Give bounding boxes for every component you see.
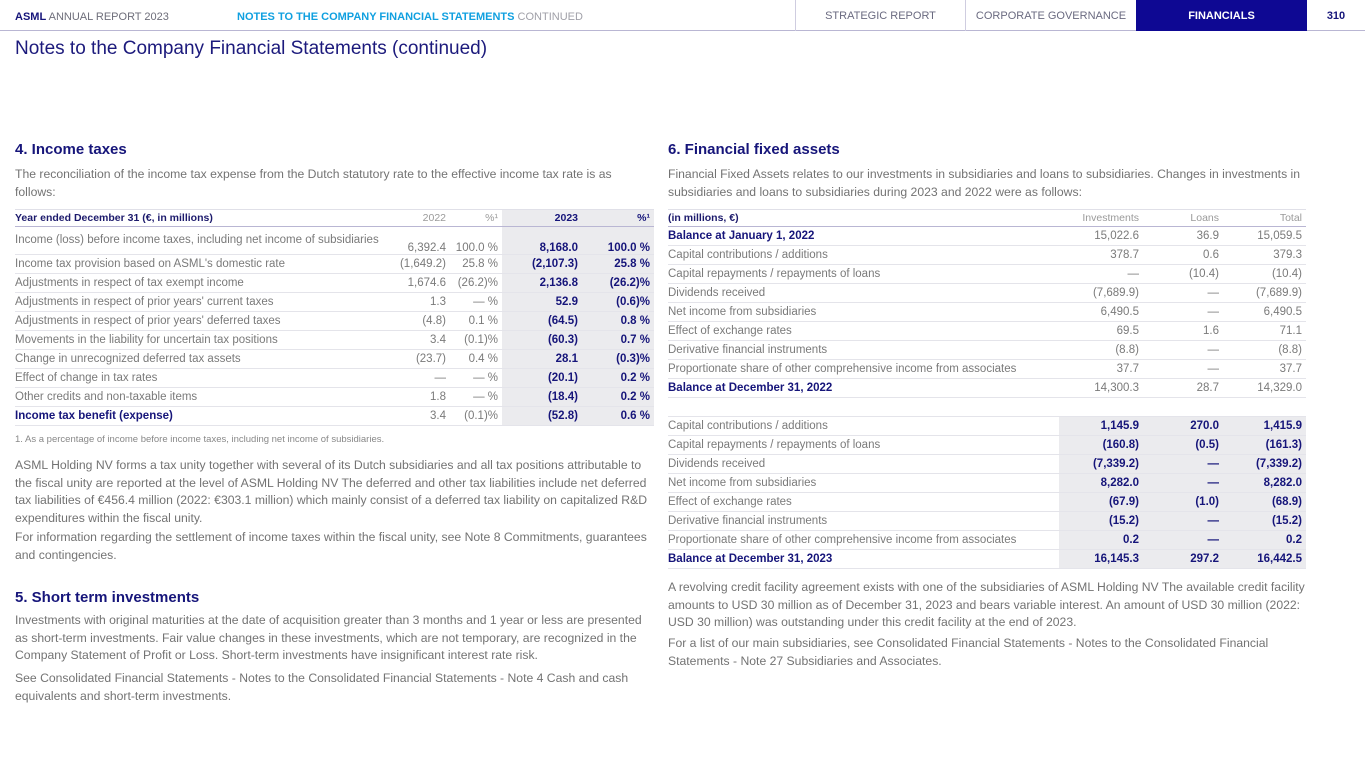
row-label: Capital repayments / repayments of loans [668, 265, 1059, 284]
pct-2023: (0.3)% [582, 350, 654, 369]
investments-value: 1,145.9 [1059, 417, 1143, 436]
loans-value: (1.0) [1143, 493, 1223, 512]
row-label: Dividends received [668, 455, 1059, 474]
section-label [237, 11, 583, 23]
nav-financials[interactable]: FINANCIALS [1136, 0, 1307, 31]
table-row [668, 246, 1306, 265]
nav-strategic-report[interactable]: STRATEGIC REPORT [795, 0, 965, 31]
row-label: Other credits and non-taxable items [15, 388, 384, 407]
table-row [668, 417, 1306, 436]
loans-value: 36.9 [1143, 227, 1223, 246]
investments-value: (160.8) [1059, 436, 1143, 455]
pct-2022: — % [450, 369, 502, 388]
row-label: Capital contributions / additions [668, 417, 1059, 436]
financial-fixed-assets-table [668, 209, 1306, 569]
row-label: Effect of exchange rates [668, 493, 1059, 512]
loans-value: — [1143, 531, 1223, 550]
value-2022: 6,392.4 [384, 227, 450, 255]
short-term-reference-paragraph: See Consolidated Financial Statements - Notes to the Consolidated Financial Statements - Note 4 Cash and cash equivalents and short-term investments. [15, 671, 629, 703]
tax-unity-paragraph: ASML Holding NV forms a tax unity together with several of its Dutch subsidiaries and all tax positions attributable to the fiscal unity are reported at the level of ASML Holding NV The deferred and other tax liabilities include net deferred tax liabilities of €456.4 million (2022: €303.1 million) which mainly consist of a deferred tax liability on capitalized R&D expenditures within the fiscal unity. [15, 458, 648, 525]
pct-2023: 25.8 % [582, 255, 654, 274]
row-label: Proportionate share of other comprehensive income from associates [668, 531, 1059, 550]
table-row [668, 227, 1306, 246]
credit-facility-paragraph: A revolving credit facility agreement exists with one of the subsidiaries of ASML Holding NV The available credit facility amounts to USD 30 million as of December 31, 2023 and bears variable interest. An amount of USD 30 million (2022: USD 30 million) was outstanding under this credit facility at the end of 2023. [668, 580, 1305, 629]
table-row [15, 331, 654, 350]
investments-value: — [1059, 265, 1143, 284]
table-spacer-row [668, 398, 1306, 417]
total-value: 0.2 [1223, 531, 1306, 550]
table-row [668, 322, 1306, 341]
loans-value: — [1143, 341, 1223, 360]
total-value: 6,490.5 [1223, 303, 1306, 322]
table-row [668, 455, 1306, 474]
nav-corporate-governance[interactable]: CORPORATE GOVERNANCE [965, 0, 1136, 31]
pct-2022: (0.1)% [450, 331, 502, 350]
row-label: Adjustments in respect of prior years' deferred taxes [15, 312, 384, 331]
total-value: 8,282.0 [1223, 474, 1306, 493]
total-value: (7,689.9) [1223, 284, 1306, 303]
pct-2022: 100.0 % [450, 227, 502, 255]
pct-2023: 0.6 % [582, 407, 654, 426]
pct-2022: 25.8 % [450, 255, 502, 274]
table-header-row [668, 210, 1306, 227]
col-header-total: Total [1223, 210, 1306, 227]
value-2022: 1,674.6 [384, 274, 450, 293]
pct-2023: 0.2 % [582, 388, 654, 407]
table-total-row [668, 379, 1306, 398]
total-value: (68.9) [1223, 493, 1306, 512]
loans-value: 297.2 [1143, 550, 1223, 569]
row-label: Adjustments in respect of tax exempt income [15, 274, 384, 293]
total-value: 1,415.9 [1223, 417, 1306, 436]
investments-value: (7,689.9) [1059, 284, 1143, 303]
investments-value: (8.8) [1059, 341, 1143, 360]
section-continued: CONTINUED [514, 11, 583, 23]
income-taxes-intro: The reconciliation of the income tax expense from the Dutch statutory rate to the effective income tax rate is as follows: [15, 167, 612, 199]
total-value: (8.8) [1223, 341, 1306, 360]
value-2023: (18.4) [502, 388, 582, 407]
brand-subtitle: ANNUAL REPORT 2023 [46, 11, 169, 23]
value-2022: 3.4 [384, 331, 450, 350]
income-tax-table [15, 209, 654, 426]
loans-value: 1.6 [1143, 322, 1223, 341]
loans-value: — [1143, 284, 1223, 303]
brand-name: ASML [15, 11, 47, 23]
table-row [668, 265, 1306, 284]
table-row [668, 284, 1306, 303]
value-2022: — [384, 369, 450, 388]
investments-value: (15.2) [1059, 512, 1143, 531]
table-row [668, 512, 1306, 531]
row-label: Effect of change in tax rates [15, 369, 384, 388]
subsidiaries-reference-paragraph: For a list of our main subsidiaries, see Consolidated Financial Statements - Notes to the Consolidated Financial Statements - Note 27 Subsidiaries and Associates. [668, 636, 1269, 668]
value-2023: 2,136.8 [502, 274, 582, 293]
row-label: Income (loss) before income taxes, including net income of subsidiaries [15, 227, 384, 255]
loans-value: — [1143, 512, 1223, 531]
table-row [668, 474, 1306, 493]
investments-value: 37.7 [1059, 360, 1143, 379]
row-label: Capital repayments / repayments of loans [668, 436, 1059, 455]
investments-value: 378.7 [1059, 246, 1143, 265]
row-label: Change in unrecognized deferred tax assets [15, 350, 384, 369]
row-label: Net income from subsidiaries [668, 474, 1059, 493]
table-row [668, 341, 1306, 360]
value-2022: 3.4 [384, 407, 450, 426]
value-2023: (64.5) [502, 312, 582, 331]
row-label: Derivative financial instruments [668, 341, 1059, 360]
row-label: Net income from subsidiaries [668, 303, 1059, 322]
table-row [15, 369, 654, 388]
pct-2023: (0.6)% [582, 293, 654, 312]
footnote: 1. As a percentage of income before income taxes, including net income of subsidiaries. [15, 434, 385, 445]
row-label: Income tax benefit (expense) [15, 407, 384, 426]
value-2023: (20.1) [502, 369, 582, 388]
col-header-2022: 2022 [384, 210, 450, 227]
total-value: (7,339.2) [1223, 455, 1306, 474]
loans-value: (10.4) [1143, 265, 1223, 284]
total-value: 37.7 [1223, 360, 1306, 379]
page-number: 310 [1326, 9, 1346, 22]
investments-value: 8,282.0 [1059, 474, 1143, 493]
investments-value: 6,490.5 [1059, 303, 1143, 322]
value-2023: 52.9 [502, 293, 582, 312]
loans-value: 0.6 [1143, 246, 1223, 265]
value-2023: (60.3) [502, 331, 582, 350]
table-row [15, 312, 654, 331]
loans-value: 270.0 [1143, 417, 1223, 436]
total-value: (10.4) [1223, 265, 1306, 284]
table-row [15, 227, 654, 255]
total-value: 379.3 [1223, 246, 1306, 265]
value-2022: (1,649.2) [384, 255, 450, 274]
total-value: 16,442.5 [1223, 550, 1306, 569]
row-label: Balance at December 31, 2022 [668, 379, 1059, 398]
pct-2023: (26.2)% [582, 274, 654, 293]
table-row [15, 293, 654, 312]
table-row [15, 350, 654, 369]
investments-value: 0.2 [1059, 531, 1143, 550]
page-title: Notes to the Company Financial Statements (continued) [15, 38, 488, 59]
loans-value: — [1143, 303, 1223, 322]
investments-value: (7,339.2) [1059, 455, 1143, 474]
col-header-loans: Loans [1143, 210, 1223, 227]
loans-value: 28.7 [1143, 379, 1223, 398]
pct-2022: — % [450, 388, 502, 407]
table-row [668, 493, 1306, 512]
financial-fixed-assets-heading: 6. Financial fixed assets [668, 141, 840, 158]
investments-value: 69.5 [1059, 322, 1143, 341]
short-term-paragraph: Investments with original maturities at the date of acquisition greater than 3 months and 1 year or less are presented as short-term investments. Fair value changes in these investments, which are not temporary, are recognized in the Company Statement of Profit or Loss. Short-term investments have insignificant interest rate risk. [15, 613, 642, 662]
row-label: Proportionate share of other comprehensive income from associates [668, 360, 1059, 379]
pct-2023: 0.7 % [582, 331, 654, 350]
loans-value: — [1143, 360, 1223, 379]
investments-value: 15,022.6 [1059, 227, 1143, 246]
short-term-heading: 5. Short term investments [15, 589, 200, 606]
value-2023: 8,168.0 [502, 227, 582, 255]
loans-value: — [1143, 474, 1223, 493]
tax-settlement-paragraph: For information regarding the settlement of income taxes within the fiscal unity, see Note 8 Commitments, guarantees and contingencies. [15, 530, 647, 562]
table-row [668, 436, 1306, 455]
value-2023: (52.8) [502, 407, 582, 426]
value-2022: 1.3 [384, 293, 450, 312]
row-label: Balance at January 1, 2022 [668, 227, 1059, 246]
value-2023: (2,107.3) [502, 255, 582, 274]
row-label: Effect of exchange rates [668, 322, 1059, 341]
pct-2022: — % [450, 293, 502, 312]
table-row [15, 388, 654, 407]
row-label: Capital contributions / additions [668, 246, 1059, 265]
row-label: Dividends received [668, 284, 1059, 303]
report-brand [15, 11, 169, 23]
table-row [668, 531, 1306, 550]
pct-2022: 0.1 % [450, 312, 502, 331]
top-bar [0, 0, 1365, 31]
investments-value: (67.9) [1059, 493, 1143, 512]
table-row [15, 255, 654, 274]
income-taxes-heading: 4. Income taxes [15, 141, 127, 158]
table-total-row [668, 550, 1306, 569]
table-total-row [15, 407, 654, 426]
pct-2023: 100.0 % [582, 227, 654, 255]
col-header-label: Year ended December 31 (€, in millions) [15, 210, 384, 227]
total-value: (161.3) [1223, 436, 1306, 455]
pct-2022: 0.4 % [450, 350, 502, 369]
financial-fixed-assets-intro: Financial Fixed Assets relates to our investments in subsidiaries and loans to subsidiaries. Changes in investments in subsidiaries and loans to subsidiaries during 2023 and 2022 were as follows: [668, 167, 1301, 199]
value-2022: (4.8) [384, 312, 450, 331]
value-2022: (23.7) [384, 350, 450, 369]
col-header-2023: 2023 [502, 210, 582, 227]
col-header-investments: Investments [1059, 210, 1143, 227]
table-row [668, 303, 1306, 322]
value-2023: 28.1 [502, 350, 582, 369]
investments-value: 16,145.3 [1059, 550, 1143, 569]
table-header-row [15, 210, 654, 227]
investments-value: 14,300.3 [1059, 379, 1143, 398]
pct-2022: (26.2)% [450, 274, 502, 293]
value-2022: 1.8 [384, 388, 450, 407]
pct-2023: 0.2 % [582, 369, 654, 388]
loans-value: (0.5) [1143, 436, 1223, 455]
table-row [15, 274, 654, 293]
total-value: 15,059.5 [1223, 227, 1306, 246]
total-value: 14,329.0 [1223, 379, 1306, 398]
section-title: NOTES TO THE COMPANY FINANCIAL STATEMENTS [237, 11, 515, 23]
table-row [668, 360, 1306, 379]
total-value: 71.1 [1223, 322, 1306, 341]
row-label: Adjustments in respect of prior years' current taxes [15, 293, 384, 312]
row-label: Movements in the liability for uncertain tax positions [15, 331, 384, 350]
pct-2022: (0.1)% [450, 407, 502, 426]
spacer-cell [668, 398, 1306, 417]
row-label: Income tax provision based on ASML's domestic rate [15, 255, 384, 274]
total-value: (15.2) [1223, 512, 1306, 531]
col-header-label: (in millions, €) [668, 210, 1059, 227]
pct-2023: 0.8 % [582, 312, 654, 331]
col-header-pct-2023: %¹ [582, 210, 654, 227]
row-label: Derivative financial instruments [668, 512, 1059, 531]
col-header-pct-2022: %¹ [450, 210, 502, 227]
loans-value: — [1143, 455, 1223, 474]
row-label: Balance at December 31, 2023 [668, 550, 1059, 569]
